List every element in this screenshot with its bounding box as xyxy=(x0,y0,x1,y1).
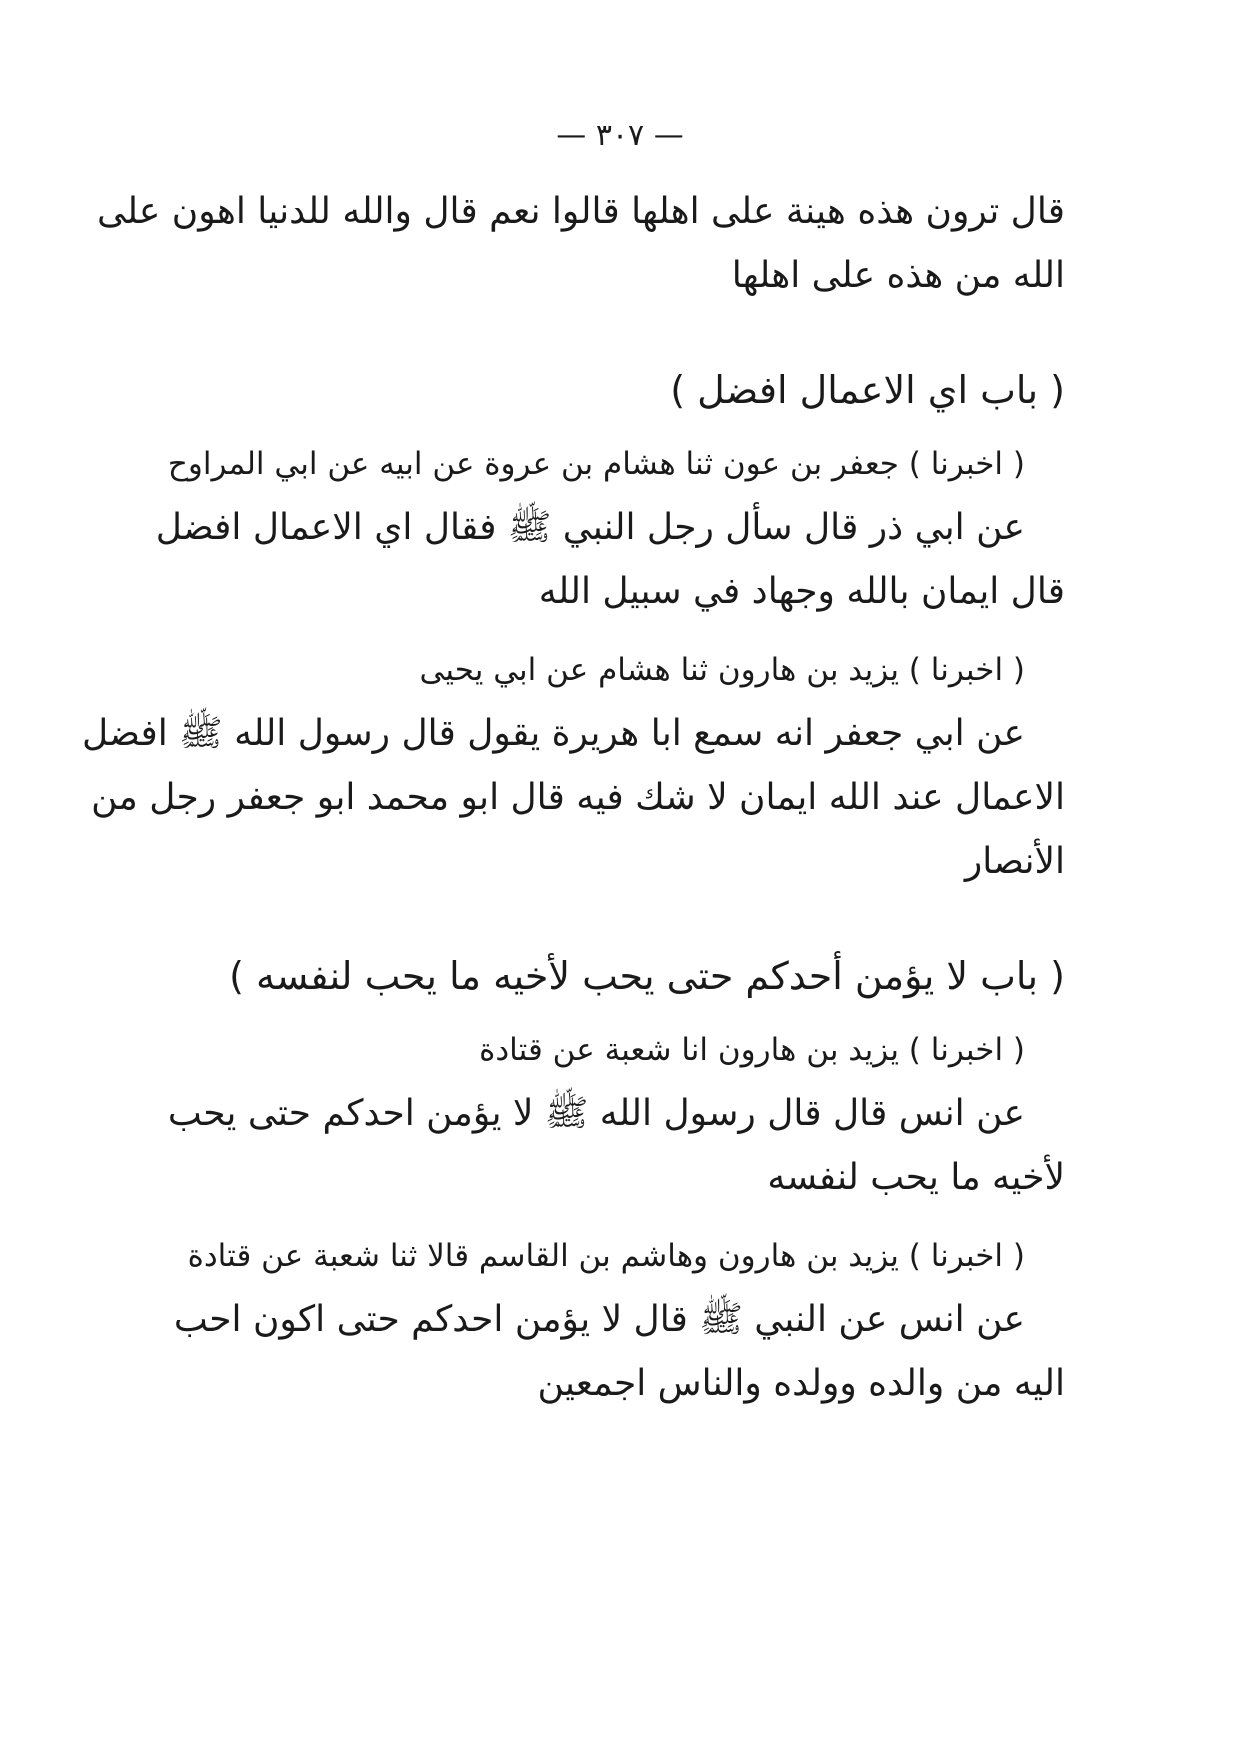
isnad-line: ( اخبرنا ) يزيد بن هارون وهاشم بن القاسم قالا ثنا شعبة عن قتادة xyxy=(187,1238,1025,1274)
text-line: الأنصار xyxy=(964,841,1065,882)
paragraph-1 xyxy=(96,180,1065,308)
section-heading-1: ( باب اي الاعمال افضل ) xyxy=(670,368,1065,412)
text-line: الله من هذه على اهلها xyxy=(731,255,1065,296)
body-text xyxy=(82,180,1065,1416)
spacer xyxy=(175,624,1065,638)
paragraph-4 xyxy=(167,1018,1065,1210)
text-line: عن ابي ذر قال سأل رجل النبي ﷺ فقال اي الاعمال افضل xyxy=(155,507,1025,548)
text-line: قال ايمان بالله وجهاد في سبيل الله xyxy=(538,571,1065,612)
text-line: عن انس عن النبي ﷺ قال لا يؤمن احدكم حتى اكون احب xyxy=(173,1299,1025,1340)
text-line: عن ابي جعفر انه سمع ابا هريرة يقول قال رسول الله ﷺ افضل xyxy=(82,713,1025,754)
isnad-line: ( اخبرنا ) يزيد بن هارون ثنا هشام عن ابي يحيى xyxy=(419,652,1025,688)
paragraph-3 xyxy=(82,638,1065,894)
text-line: قال ترون هذه هينة على اهلها قالوا نعم قال والله للدنيا اهون على xyxy=(96,191,1065,232)
paragraph-5 xyxy=(175,1224,1065,1416)
text-line: لأخيه ما يحب لنفسه xyxy=(767,1157,1065,1198)
spacer xyxy=(175,1210,1065,1224)
paragraph-2 xyxy=(155,432,1065,624)
page-number: — ٣٠٧ — xyxy=(556,118,684,153)
isnad-line: ( اخبرنا ) جعفر بن عون ثنا هشام بن عروة عن ابيه عن ابي المراوح xyxy=(167,446,1025,482)
text-line: اليه من والده وولده والناس اجمعين xyxy=(537,1363,1065,1404)
text-line: الاعمال عند الله ايمان لا شك فيه قال ابو محمد ابو جعفر رجل من xyxy=(91,777,1065,818)
text-line: عن انس قال قال رسول الله ﷺ لا يؤمن احدكم حتى يحب xyxy=(167,1093,1025,1134)
section-heading-2: ( باب لا يؤمن أحدكم حتى يحب لأخيه ما يحب لنفسه ) xyxy=(229,954,1065,998)
isnad-line: ( اخبرنا ) يزيد بن هارون انا شعبة عن قتادة xyxy=(479,1032,1025,1068)
